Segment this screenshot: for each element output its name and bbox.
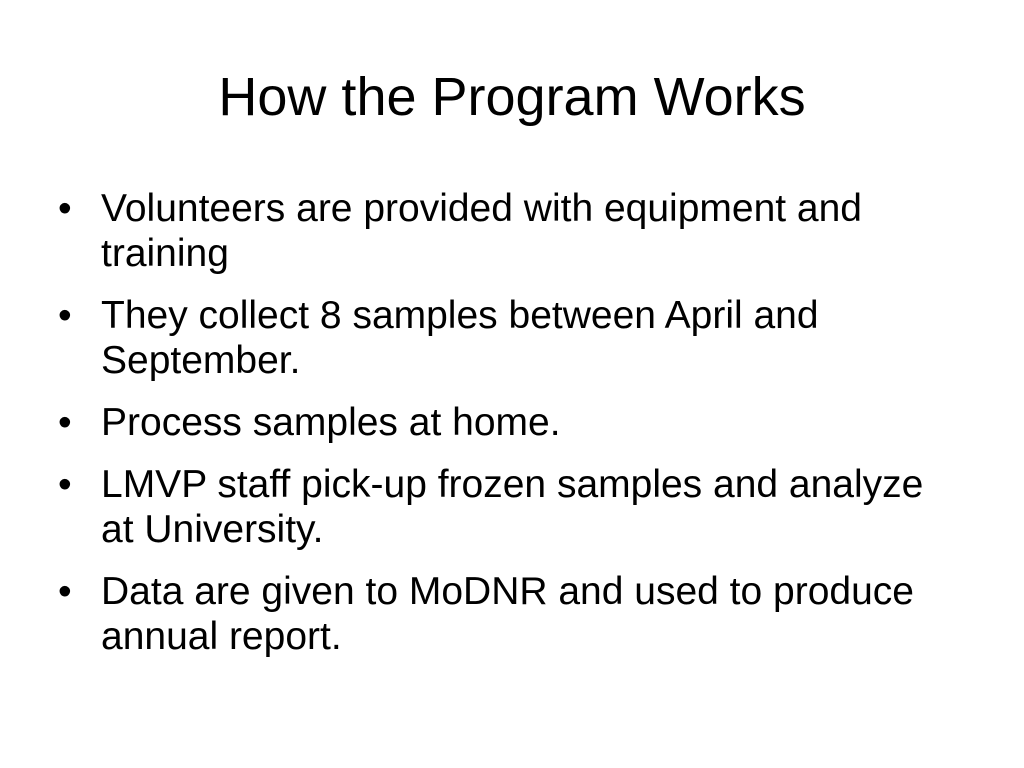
bullet-item-4 (58, 462, 958, 552)
slide-title: How the Program Works (218, 67, 806, 127)
bullet-text: Process samples at home. (101, 401, 561, 444)
bullet-item-3 (58, 400, 958, 445)
bullet-icon: • (58, 294, 72, 337)
bullet-text: Volunteers are provided with equipment and training (101, 187, 862, 275)
bullet-text: Data are given to MoDNR and used to produce annual report. (101, 570, 914, 658)
bullet-item-1 (58, 186, 958, 276)
bullet-icon: • (58, 463, 72, 506)
bullet-icon: • (58, 187, 72, 230)
bullet-item-5 (58, 569, 958, 659)
bullet-icon: • (58, 401, 72, 444)
bullet-text: They collect 8 samples between April and September. (101, 294, 819, 382)
bullet-list (58, 186, 958, 676)
bullet-item-2 (58, 293, 978, 383)
bullet-text: LMVP staff pick-up frozen samples and analyze at University. (101, 463, 924, 551)
bullet-icon: • (58, 570, 72, 613)
